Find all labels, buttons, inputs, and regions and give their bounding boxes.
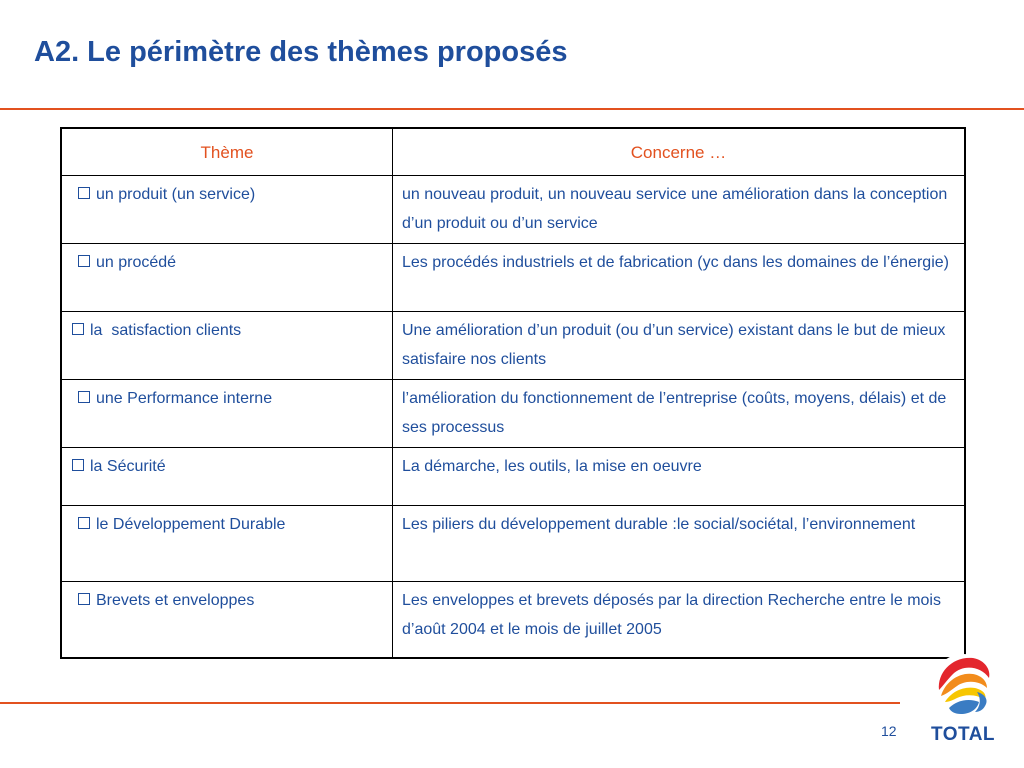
table-row — [61, 244, 965, 312]
theme-label: un procédé — [96, 254, 177, 271]
theme-label: la satisfaction clients — [90, 322, 242, 339]
concerne-cell: un nouveau produit, un nouveau service une amélioration dans la conception d’un produit ou d’un service — [393, 176, 966, 244]
theme-cell — [61, 380, 393, 448]
table-row — [61, 448, 965, 506]
total-sphere-logo-icon — [931, 652, 995, 716]
checkbox-icon — [78, 391, 90, 403]
concerne-cell: Les enveloppes et brevets déposés par la direction Recherche entre le mois d’août 2004 et le mois de juillet 2005 — [393, 582, 966, 659]
checkbox-icon — [72, 323, 84, 335]
header-concerne: Concerne … — [393, 128, 966, 176]
themes-table — [60, 127, 966, 659]
concerne-cell: La démarche, les outils, la mise en oeuvre — [393, 448, 966, 506]
theme-cell — [61, 312, 393, 380]
page-number: 12 — [881, 723, 897, 739]
theme-label: un produit (un service) — [96, 186, 256, 203]
checkbox-icon — [78, 255, 90, 267]
theme-cell — [61, 582, 393, 659]
concerne-cell: l’amélioration du fonctionnement de l’entreprise (coûts, moyens, délais) et de ses processus — [393, 380, 966, 448]
table-row — [61, 312, 965, 380]
table-row — [61, 582, 965, 659]
slide-title: A2. Le périmètre des thèmes proposés — [34, 36, 568, 68]
concerne-cell: Les procédés industriels et de fabrication (yc dans les domaines de l’énergie) — [393, 244, 966, 312]
bottom-divider — [0, 702, 900, 704]
theme-label: une Performance interne — [96, 390, 273, 407]
checkbox-icon — [78, 517, 90, 529]
table-row — [61, 380, 965, 448]
checkbox-icon — [78, 593, 90, 605]
theme-label: le Développement Durable — [96, 516, 286, 533]
theme-cell — [61, 506, 393, 582]
header-theme: Thème — [61, 128, 393, 176]
theme-label: la Sécurité — [90, 458, 166, 475]
checkbox-icon — [78, 187, 90, 199]
logo-text: TOTAL — [930, 724, 996, 745]
theme-cell — [61, 244, 393, 312]
concerne-cell: Les piliers du développement durable :le social/sociétal, l’environnement — [393, 506, 966, 582]
table-row — [61, 176, 965, 244]
theme-label: Brevets et enveloppes — [96, 592, 255, 609]
theme-cell — [61, 176, 393, 244]
concerne-cell: Une amélioration d’un produit (ou d’un service) existant dans le but de mieux satisfaire nos clients — [393, 312, 966, 380]
theme-cell — [61, 448, 393, 506]
table-row — [61, 506, 965, 582]
total-logo — [918, 652, 1008, 752]
table-header-row — [61, 128, 965, 176]
top-divider — [0, 108, 1024, 110]
checkbox-icon — [72, 459, 84, 471]
